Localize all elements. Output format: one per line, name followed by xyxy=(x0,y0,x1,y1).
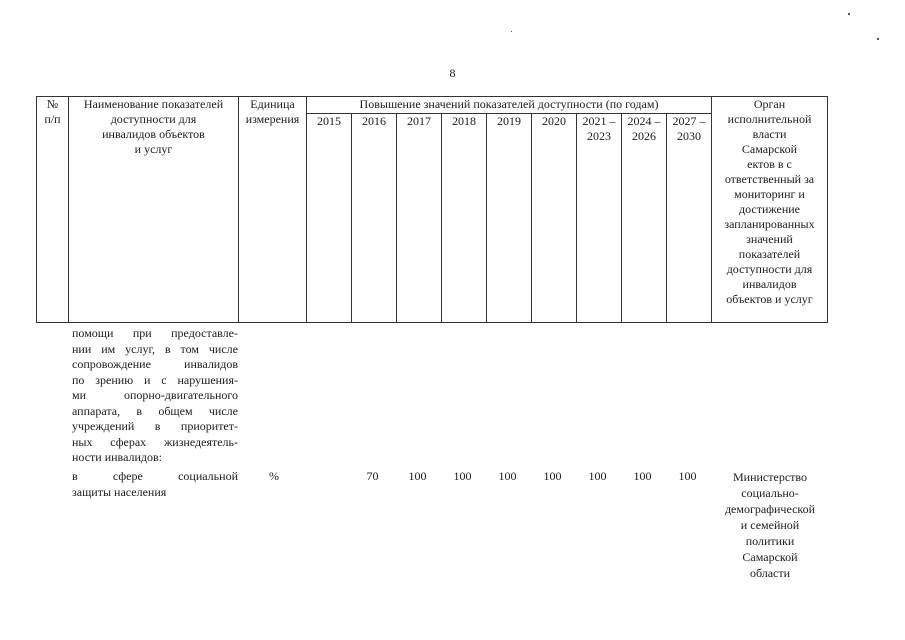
year-header-2017: 2017 xyxy=(397,114,442,323)
header-org-cell: Орган исполнительной власти Самарской ектов в с ответственный за мониторинг и достижение запланированных значений показателей доступности для инвалидов объектов и услуг xyxy=(712,97,828,323)
row-value-2016: 70 xyxy=(366,469,379,483)
page-number: 8 xyxy=(449,66,456,80)
header-unit-cell: Единица измерения xyxy=(239,97,307,323)
row-responsible-org: Министерство социально- демографической и семейной политики Самарской области xyxy=(724,470,816,580)
scan-speck xyxy=(877,38,879,40)
year-header-2020: 2020 xyxy=(532,114,577,323)
year-header-2018: 2018 xyxy=(442,114,487,323)
header-years-group: Повышение значений показателей доступности (по годам) xyxy=(307,97,712,114)
indicator-name-continued: помощи при предоставле- нии им услуг, в том числе сопровождение инвалидов по зрению и с нарушения- ми опорно-двигательного аппарата, в общем числе учреждений в приоритет- ных сферах жизнедеятель- ности инвалидов: xyxy=(72,326,238,464)
year-header-2019: 2019 xyxy=(487,114,532,323)
row-unit: % xyxy=(269,469,279,483)
row-indicator-name: в сфере социальной защиты населения xyxy=(72,469,238,499)
row-value-2021-2023: 100 xyxy=(588,469,607,483)
year-header-2015: 2015 xyxy=(307,114,352,323)
indicator-table-header xyxy=(36,96,828,323)
scan-speck xyxy=(848,13,850,15)
year-header-2027-2030: 2027 – 2030 xyxy=(667,114,712,323)
row-value-2019: 100 xyxy=(498,469,517,483)
row-value-2024-2026: 100 xyxy=(633,469,652,483)
row-value-2020: 100 xyxy=(543,469,562,483)
row-value-2027-2030: 100 xyxy=(678,469,697,483)
row-value-2017: 100 xyxy=(408,469,427,483)
scan-speck xyxy=(511,31,512,32)
year-header-2021-2023: 2021 – 2023 xyxy=(577,114,622,323)
year-header-2024-2026: 2024 – 2026 xyxy=(622,114,667,323)
row-value-2018: 100 xyxy=(453,469,472,483)
header-number-cell: № п/п xyxy=(37,97,69,323)
year-header-2016: 2016 xyxy=(352,114,397,323)
header-name-cell: Наименование показателей доступности для инвалидов объектов и услуг xyxy=(69,97,239,323)
